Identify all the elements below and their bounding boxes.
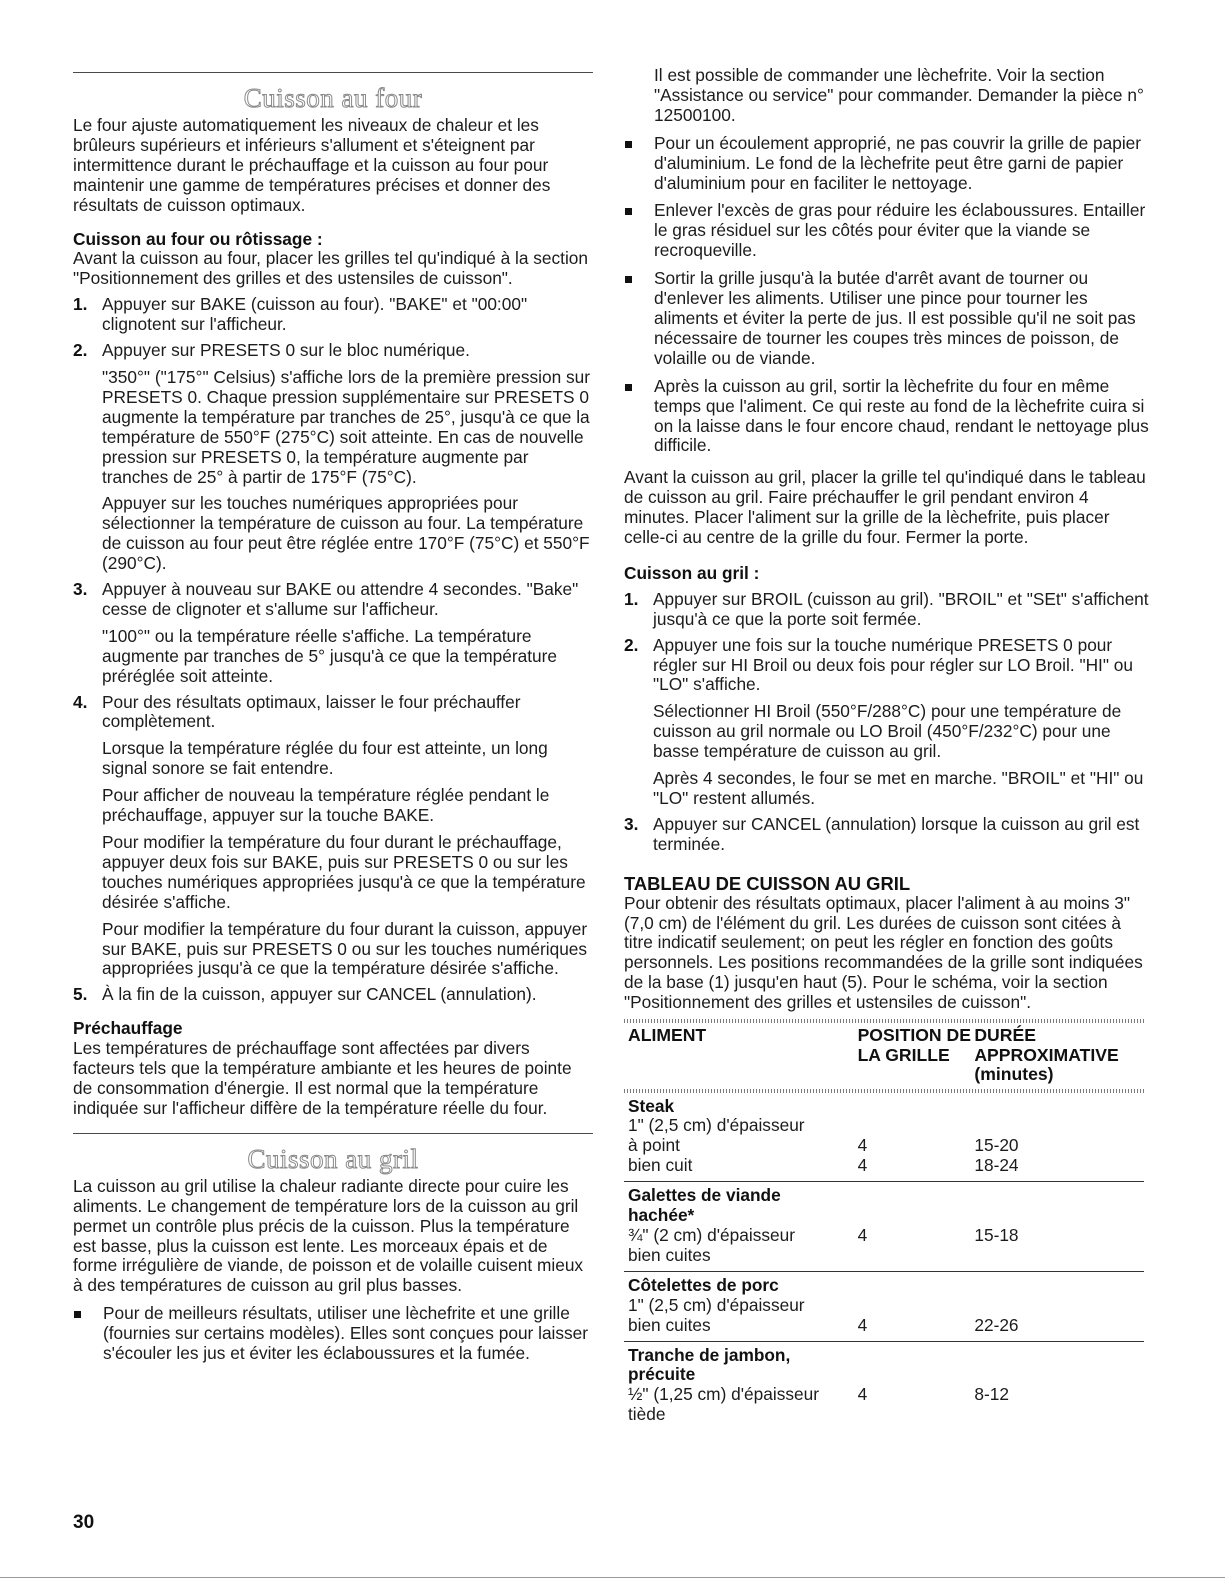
table-row xyxy=(624,1226,1144,1246)
bullet-square-icon xyxy=(74,1311,81,1318)
table-row xyxy=(624,1385,1144,1405)
step-number: 4. xyxy=(73,691,88,712)
table-cell xyxy=(858,1296,975,1316)
step-paragraph: Appuyer sur BROIL (cuisson au gril). "BROIL" et "SEt" s'affichent jusqu'à ce que la porte soit fermée. xyxy=(653,588,1149,629)
list-item xyxy=(624,201,1149,261)
table-cell: ½" (1,25 cm) d'épaisseur xyxy=(628,1384,819,1405)
step-paragraph: Appuyer à nouveau sur BAKE ou attendre 4 secondes. "Bake" cesse de clignoter et s'allume sur l'afficheur. xyxy=(102,579,579,619)
table-cell: 4 xyxy=(857,1135,868,1156)
bullet-square-icon xyxy=(625,141,632,148)
table-group xyxy=(624,1271,1144,1341)
table-header-row xyxy=(624,1023,1144,1089)
table-cell: 1" (2,5 cm) d'épaisseur xyxy=(628,1294,805,1315)
table-cell: 4 xyxy=(857,1314,868,1335)
step-paragraph: Appuyer une fois sur la touche numérique PRESETS 0 pour régler sur HI Broil ou deux fois pour régler sur LO Broil. "HI" ou "LO" s'affiche. xyxy=(653,634,1134,695)
table-cell: bien cuit xyxy=(628,1155,693,1176)
step-number: 3. xyxy=(73,579,88,600)
bullet-continuation: Il est possible de commander une lèchefrite. Voir la section "Assistance ou service" pour commander. Demander la pièce n° 12500100. xyxy=(654,65,1144,125)
broil-table-intro: Pour obtenir des résultats optimaux, placer l'aliment à au moins 3" (7,0 cm) de l'élément du gril. Les durées de cuisson sont citées à titre indicatif seulement; on peut les régler en fonction des goûts personnels. Les positions recommandées de la grille sont indiquées de la base (1) jusqu'en haut (5). Pour le schéma, voir la section "Positionnement des grilles et ustensiles de cuisson". xyxy=(624,892,1143,1013)
step-item xyxy=(624,636,1149,809)
section-title-broil: Cuisson au gril xyxy=(247,1143,419,1174)
section-rule xyxy=(73,1133,593,1134)
step-item xyxy=(73,693,593,980)
table-cell: 15-18 xyxy=(974,1225,1019,1245)
step-paragraph: "100°" ou la température réelle s'affiche. La température augmente par tranches de 5° jusqu'à ce que la température préréglée soit atteinte. xyxy=(102,625,558,686)
step-item xyxy=(73,341,593,574)
step-number: 3. xyxy=(624,813,639,834)
list-item xyxy=(624,269,1149,369)
step-number: 1. xyxy=(624,588,639,609)
table-cell: bien cuites xyxy=(628,1244,711,1265)
table-cell xyxy=(858,1116,975,1136)
table-cell: à point xyxy=(628,1135,680,1156)
bullet-text: Après la cuisson au gril, sortir la lèchefrite du four en même temps que l'aliment. Ce qui reste au fond de la lèchefrite cuira si on la laisse dans le four encore chaud, rendant le nettoyage plus difficile. xyxy=(654,375,1149,456)
step-number: 2. xyxy=(624,634,639,655)
list-item xyxy=(624,134,1149,194)
step-paragraph: Sélectionner HI Broil (550°F/288°C) pour une température de cuisson au gril normale ou LO Broil (450°F/232°C) pour une basse température de cuisson au gril. xyxy=(653,701,1122,762)
bullet-square-icon xyxy=(625,384,632,391)
table-row xyxy=(624,1116,1144,1136)
bullet-text: Enlever l'excès de gras pour réduire les éclaboussures. Entailler le gras résiduel sur les côtés pour éviter que la viande se recroqueville. xyxy=(654,200,1146,261)
broil-steps-list xyxy=(624,590,1149,855)
broil-table-title: TABLEAU DE CUISSON AU GRIL xyxy=(624,872,911,894)
table-group xyxy=(624,1181,1144,1271)
bullet-text: Pour un écoulement approprié, ne pas couvrir la grille de papier d'aluminium. Le fond de la lèchefrite peut être garni de papier d'aluminium pour en faciliter le nettoyage. xyxy=(654,132,1142,193)
bullet-square-icon xyxy=(625,276,632,283)
food-name: Tranche de jambon, précuite xyxy=(628,1344,791,1385)
table-cell: 4 xyxy=(857,1384,868,1405)
bake-heading: Cuisson au four ou rôtissage : xyxy=(73,228,323,249)
step-paragraph: Pour modifier la température du four durant le préchauffage, appuyer deux fois sur BAKE, puis sur PRESETS 0 ou sur les touches numériques appropriées jusqu'à ce que la température désirée s'affiche. xyxy=(102,832,586,912)
table-row xyxy=(624,1405,1144,1425)
table-cell xyxy=(974,1246,1144,1266)
food-name: Galettes de viande hachée* xyxy=(628,1185,781,1226)
header-aliment: ALIMENT xyxy=(628,1025,707,1046)
step-item xyxy=(73,580,593,687)
step-paragraph: Lorsque la température réglée du four est atteinte, un long signal sonore se fait entendre. xyxy=(102,738,548,779)
step-paragraph: Pour afficher de nouveau la température réglée pendant le préchauffage, appuyer sur la touche BAKE. xyxy=(102,785,550,826)
step-item xyxy=(624,590,1149,630)
bullet-square-icon xyxy=(625,208,632,215)
table-cell xyxy=(858,1246,975,1266)
step-number: 1. xyxy=(73,294,88,315)
table-cell: 18-24 xyxy=(974,1155,1019,1176)
step-paragraph: Appuyer sur les touches numériques appropriées pour sélectionner la température de cuisson au four. La température de cuisson au four peut être réglée entre 170°F (75°C) et 550°F (290°C). xyxy=(102,493,590,574)
table-row xyxy=(624,1246,1144,1266)
bullet-text: Sortir la grille jusqu'à la butée d'arrêt avant de tourner ou d'enlever les aliments. Utiliser une pince pour tourner les aliments et éviter la perte de jus. Il est possible qu'il ne soit pas nécessaire de tourner les coupes très minces de poisson, de volaille ou de viande. xyxy=(654,268,1136,368)
header-position: POSITION DE LA GRILLE xyxy=(857,1025,971,1065)
step-paragraph: À la fin de la cuisson, appuyer sur CANCEL (annulation). xyxy=(102,984,537,1005)
table-group xyxy=(624,1341,1144,1431)
broil-tips-list-start xyxy=(73,1304,593,1364)
table-cell: 8-12 xyxy=(974,1384,1009,1405)
section-title-bake: Cuisson au four xyxy=(243,83,423,113)
table-cell xyxy=(974,1296,1144,1316)
page-bottom-rule xyxy=(0,1577,1225,1578)
table-cell xyxy=(858,1405,975,1425)
before-broil-paragraph: Avant la cuisson au gril, placer la grille tel qu'indiqué dans le tableau de cuisson au gril. Faire préchauffer le gril pendant environ 4 minutes. Placer l'aliment sur la grille de la lèchefrite, puis placer celle-ci au centre de la grille du four. Fermer la porte. xyxy=(624,467,1146,548)
left-column xyxy=(73,0,593,1364)
list-item xyxy=(624,377,1149,457)
table-cell xyxy=(974,1116,1144,1136)
step-paragraph: Appuyer sur PRESETS 0 sur le bloc numérique. xyxy=(102,340,470,361)
right-column xyxy=(624,0,1149,1430)
step-number: 5. xyxy=(73,984,88,1005)
broil-intro-paragraph: La cuisson au gril utilise la chaleur radiante directe pour cuire les aliments. Le changement de température lors de la cuisson au gril permet un contrôle plus précis de la cuisson. Plus la température est basse, plus la cuisson est lente. Les morceaux épais et de forme irrégulière de viande, de poisson et de volaille cuisent mieux à des températures de cuisson au gril plus basses. xyxy=(73,1175,584,1296)
step-item xyxy=(624,815,1149,855)
table-cell xyxy=(974,1405,1144,1425)
table-group xyxy=(624,1093,1144,1182)
table-cell: tiède xyxy=(628,1404,666,1425)
step-paragraph: Après 4 secondes, le four se met en marche. "BROIL" et "HI" ou "LO" restent allumés. xyxy=(653,768,1144,808)
table-cell: 22-26 xyxy=(974,1314,1019,1335)
bake-intro-paragraph: Le four ajuste automatiquement les niveaux de chaleur et les brûleurs supérieurs et inférieurs s'allument et s'éteignent par intermittence durant le préchauffage et la cuisson au four pour maintenir une gamme de températures précises et donner des résultats de cuisson optimaux. xyxy=(73,115,551,215)
bake-steps-list xyxy=(73,295,593,1005)
step-paragraph: Pour des résultats optimaux, laisser le four préchauffer complètement. xyxy=(102,691,521,732)
food-name: Côtelettes de porc xyxy=(628,1274,779,1295)
step-paragraph: "350°" ("175°" Celsius) s'affiche lors de la première pression sur PRESETS 0. Chaque pression supplémentaire sur PRESETS 0 augmente la température par tranches de 25°, jusqu'à ce que la température de 550°F (275°C) soit atteinte. En cas de nouvelle pression sur PRESETS 0, la température augmente par tranches de 25° à partir de 175°F (75°C). xyxy=(102,366,590,487)
table-cell: 15-20 xyxy=(974,1135,1019,1156)
table-body xyxy=(624,1093,1144,1431)
broil-chart-table xyxy=(624,1019,1144,1430)
food-name: Steak xyxy=(628,1095,675,1116)
list-item: Pour de meilleurs résultats, utiliser une lèchefrite et une grille (fournies sur certains modèles). Elles sont conçues pour laisser s'écouler les jus et éviter les éclaboussures et la fumée. xyxy=(73,1304,593,1364)
bake-instructions-intro: Avant la cuisson au four, placer les grilles tel qu'indiqué à la section "Positionnement des grilles et des ustensiles de cuisson". xyxy=(73,248,589,289)
section-rule xyxy=(73,72,593,73)
broil-tips-list xyxy=(624,134,1149,457)
table-row xyxy=(624,1316,1144,1336)
page-number: 30 xyxy=(73,1512,95,1533)
table-cell: bien cuites xyxy=(628,1314,711,1335)
step-paragraph: Pour modifier la température du four durant la cuisson, appuyer sur BAKE, puis sur PRESETS 0 ou sur les touches numériques appropriées jusqu'à ce que la température désirée s'affiche. xyxy=(102,918,588,979)
step-item xyxy=(73,985,593,1005)
table-row xyxy=(624,1296,1144,1316)
header-duree: DURÉE APPROXIMATIVE (minutes) xyxy=(974,1025,1119,1085)
table-cell: 4 xyxy=(857,1155,868,1176)
step-item xyxy=(73,295,593,335)
table-row xyxy=(624,1136,1144,1156)
preheat-heading: Préchauffage xyxy=(73,1018,183,1039)
table-cell: 4 xyxy=(857,1225,868,1245)
table-cell: ¾" (2 cm) d'épaisseur xyxy=(628,1225,795,1245)
preheat-paragraph: Les températures de préchauffage sont affectées par divers facteurs tels que la température ambiante et les heures de pointe de consommation d'énergie. Il est normal que la température indiquée sur l'afficheur diffère de la température réelle du four. xyxy=(73,1038,572,1118)
table-row xyxy=(624,1156,1144,1176)
step-paragraph: Appuyer sur CANCEL (annulation) lorsque la cuisson au gril est terminée. xyxy=(653,813,1140,854)
step-number: 2. xyxy=(73,340,88,361)
table-cell: 1" (2,5 cm) d'épaisseur xyxy=(628,1115,805,1136)
step-paragraph: Appuyer sur BAKE (cuisson au four). "BAKE" et "00:00" clignotent sur l'afficheur. xyxy=(102,294,528,335)
broil-heading: Cuisson au gril : xyxy=(624,562,760,583)
